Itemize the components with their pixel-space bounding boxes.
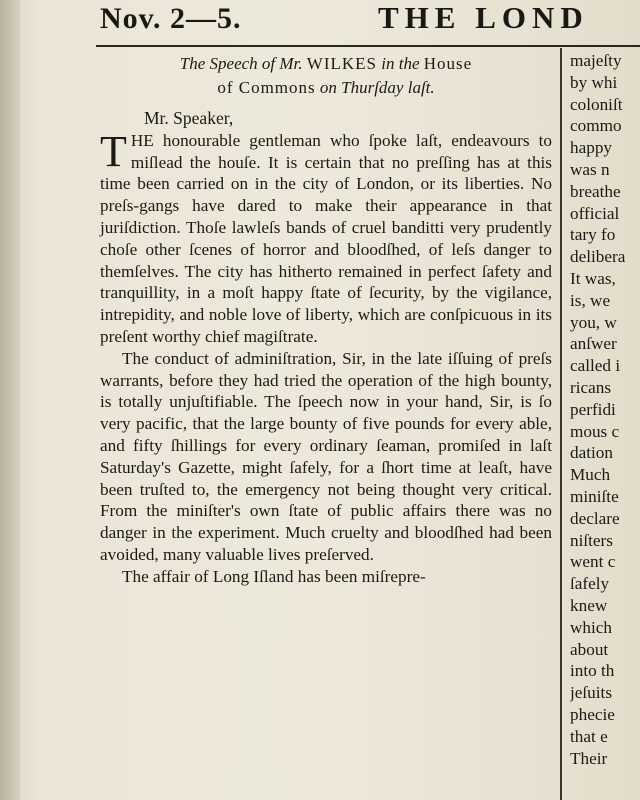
right-column-line: called i bbox=[570, 356, 621, 376]
right-column-line: phecie bbox=[570, 704, 615, 724]
right-column-line: Much bbox=[570, 465, 611, 485]
article-column bbox=[100, 50, 552, 588]
title-house: House bbox=[423, 54, 473, 73]
paragraph-1 bbox=[100, 126, 552, 348]
right-column-line: you, w bbox=[570, 312, 617, 332]
right-column-line: Their bbox=[570, 748, 608, 768]
right-column-line: was n bbox=[570, 159, 610, 179]
right-column-line: coloniſt bbox=[570, 94, 623, 114]
right-column-line: that e bbox=[570, 726, 608, 746]
right-column-line: dation bbox=[570, 443, 613, 463]
right-column-line: commo bbox=[570, 116, 622, 136]
right-column-line: happy bbox=[570, 138, 613, 158]
right-column-line: went c bbox=[570, 552, 616, 572]
dateline: Nov. 2—5. bbox=[100, 2, 242, 35]
page-edge-shadow bbox=[0, 0, 20, 800]
right-column-line: perfidi bbox=[570, 399, 616, 419]
title-part: on Thurſday laſt. bbox=[319, 78, 435, 97]
title-part: in the bbox=[381, 54, 420, 73]
right-column-line: by whi bbox=[570, 72, 618, 92]
adjacent-column-fragment bbox=[570, 50, 640, 769]
right-column-line: into th bbox=[570, 661, 615, 681]
right-column-line: ſafely bbox=[570, 574, 610, 594]
salutation: Mr. Speaker, bbox=[144, 108, 234, 128]
right-column-line: declare bbox=[570, 508, 620, 528]
header-rule bbox=[96, 45, 640, 47]
paragraph-2: The conduct of adminiſtration, Sir, in the late iſſuing of preſs warrants, before they had tried the operation of the high bounty, is totally unjuſtifiable. The ſpeech now in your hand, Sir, is ſo very pacific, that the large bounty of five pounds for every able, and fifty ſhillings for every ordinary ſeaman, promiſed in laſt Saturday's Gazette, might ſafely, for a ſhort time at leaſt, have been truſted to, the emergency not being thought very critical. From the miniſter's own ſtate of public affairs there was no danger in the experiment. Much cruelty and bloodſhed had been avoided, many valuable lives preſerved. bbox=[100, 348, 552, 564]
title-part: The Speech of Mr. bbox=[179, 54, 303, 73]
right-column-line: delibera bbox=[570, 247, 626, 267]
right-column-line: breathe bbox=[570, 181, 621, 201]
right-column-line: majeſty bbox=[570, 51, 622, 70]
right-column-line: tary fo bbox=[570, 225, 616, 245]
right-column-line: It was, bbox=[570, 268, 616, 288]
paragraph-1-text: HE honourable gentleman who ſpoke laſt, endeavours to miſlead the houſe. It is certain that no preſſing has at this time been carried on in the city of London, or its liberties. No preſs-gangs have dared to make their appearance in that juriſdiction. Thoſe lawleſs bands of cruel banditti very prudently choſe other ſcenes of horror and bloodſhed, of leſs danger to themſelves. The city has hitherto remained in perfect ſafety and tranquillity, in a moſt happy ſtate of ſecurity, by the vigilance, intrepidity, and noble love of liberty, which are conſpicuous in its preſent worthy chief magiſtrate. bbox=[100, 130, 552, 346]
column-rule bbox=[560, 48, 562, 800]
drop-cap: T bbox=[100, 126, 127, 176]
right-column-line: miniſte bbox=[570, 486, 619, 506]
title-name: WILKES bbox=[306, 54, 378, 73]
right-column-line: is, we bbox=[570, 290, 611, 310]
right-column-line: knew bbox=[570, 595, 608, 615]
right-column-line: ricans bbox=[570, 377, 612, 397]
right-column-line: niſters bbox=[570, 530, 613, 550]
masthead: THE LOND bbox=[378, 0, 589, 35]
paragraph-3: The affair of Long Iſland has been miſrepre- bbox=[122, 566, 426, 586]
right-column-line: jeſuits bbox=[570, 683, 613, 703]
article-title bbox=[100, 52, 552, 100]
right-column-line: anſwer bbox=[570, 334, 617, 354]
right-column-line: which bbox=[570, 617, 613, 637]
title-commons: of Commons bbox=[217, 78, 316, 97]
right-column-line: about bbox=[570, 639, 609, 659]
right-column-line: mous c bbox=[570, 421, 620, 441]
right-column-line: official bbox=[570, 203, 620, 223]
